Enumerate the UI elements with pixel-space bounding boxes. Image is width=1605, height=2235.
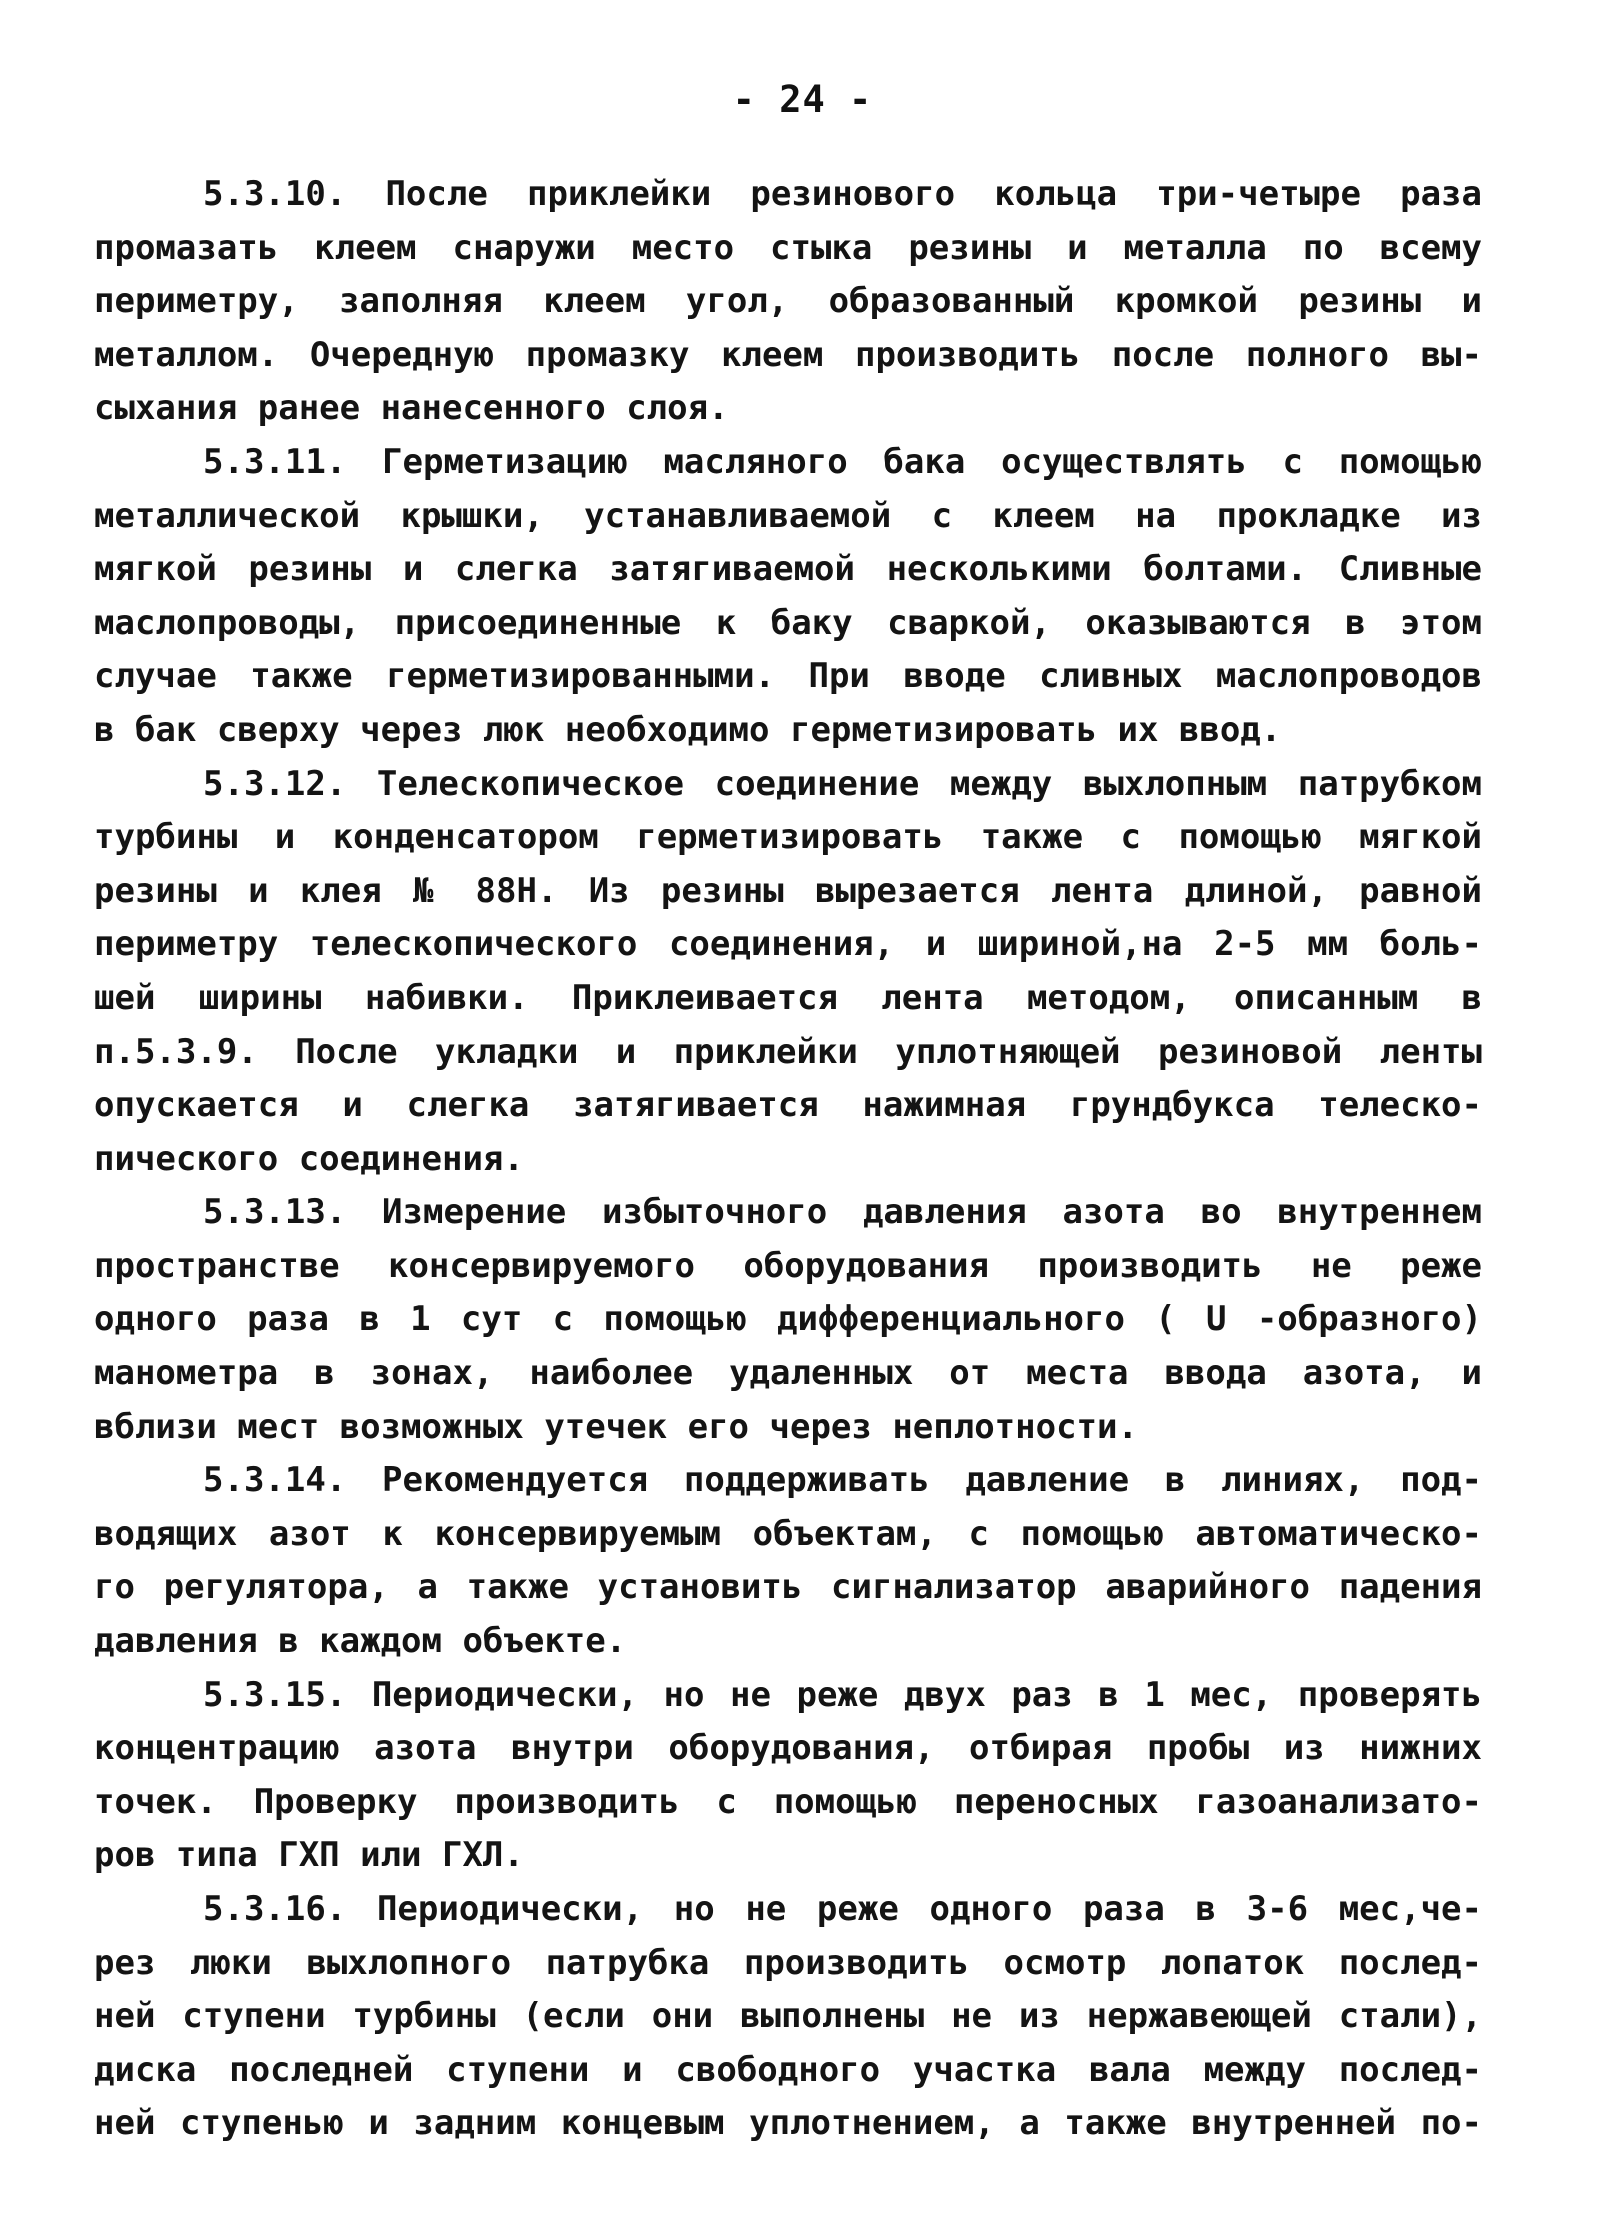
text-line: манометра в зонах, наиболее удаленных от места ввода азота, и [94, 1353, 1482, 1394]
text-line: концентрацию азота внутри оборудования, отбирая пробы из нижних [94, 1728, 1482, 1769]
text-line: мягкой резины и слегка затягиваемой несколькими болтами. Сливные [94, 549, 1482, 590]
text-line: одного раза в 1 сут с помощью дифференциального ( U -образного) [94, 1299, 1482, 1340]
text-line: рез люки выхлопного патрубка производить осмотр лопаток послед- [94, 1942, 1482, 1983]
text-line: точек. Проверку производить с помощью переносных газоанализато- [94, 1781, 1482, 1822]
text-line: 5.3.12. Телескопическое соединение между выхлопным патрубком [203, 763, 1482, 804]
text-line: металлом. Очередную промазку клеем производить после полного вы- [94, 334, 1482, 375]
text-line: вблизи мест возможных утечек его через неплотности. [94, 1406, 1138, 1447]
text-line: давления в каждом объекте. [94, 1621, 627, 1662]
text-line: 5.3.13. Измерение избыточного давления азота во внутреннем [203, 1192, 1482, 1233]
text-line: опускается и слегка затягивается нажимная грундбукса телеско- [94, 1085, 1482, 1126]
text-line: шей ширины набивки. Приклеивается лента методом, описанным в [94, 977, 1482, 1018]
text-line: ней ступени турбины (если они выполнены не из нержавеющей стали), [94, 1996, 1482, 2037]
text-line: 5.3.14. Рекомендуется поддерживать давление в линиях, под- [203, 1460, 1482, 1501]
text-line: в бак сверху через люк необходимо герметизировать их ввод. [94, 709, 1282, 750]
text-line: го регулятора, а также установить сигнализатор аварийного падения [94, 1567, 1482, 1608]
text-line: 5.3.10. После приклейки резинового кольца три-четыре раза [203, 174, 1482, 214]
document-body [94, 168, 1482, 2151]
text-line: 5.3.16. Периодически, но не реже одного раза в 3-6 мес,че- [203, 1889, 1482, 1929]
text-line: ней ступенью и задним концевым уплотнением, а также внутренней по- [94, 2103, 1482, 2144]
text-line: случае также герметизированными. При вводе сливных маслопроводов [94, 656, 1482, 697]
text-line: диска последней ступени и свободного участка вала между послед- [94, 2049, 1482, 2090]
text-line: маслопроводы, присоединенные к баку сваркой, оказываются в этом [94, 602, 1482, 643]
page-number: - 24 - [732, 78, 873, 121]
text-line: ров типа ГХП или ГХЛ. [94, 1835, 524, 1876]
text-line: пического соединения. [94, 1138, 524, 1179]
text-line: 5.3.11. Герметизацию масляного бака осуществлять с помощью [203, 441, 1482, 482]
text-line: пространстве консервируемого оборудования производить не реже [94, 1245, 1482, 1286]
text-line: 5.3.15. Периодически, но не реже двух раз в 1 мес, проверять [203, 1674, 1482, 1715]
text-line: резины и клея № 88Н. Из резины вырезается лента длиной, равной [94, 870, 1482, 911]
text-line: водящих азот к консервируемым объектам, с помощью автоматическо- [94, 1513, 1482, 1554]
text-line: металлической крышки, устанавливаемой с клеем на прокладке из [94, 495, 1482, 536]
text-line: промазать клеем снаружи место стыка резины и металла по всему [94, 227, 1482, 268]
text-line: сыхания ранее нанесенного слоя. [94, 388, 729, 429]
text-line: периметру, заполняя клеем угол, образованный кромкой резины и [94, 281, 1482, 322]
text-line: турбины и конденсатором герметизировать также с помощью мягкой [94, 817, 1482, 858]
text-line: периметру телескопического соединения, и шириной,на 2-5 мм боль- [94, 924, 1482, 965]
text-line: п.5.3.9. После укладки и приклейки уплотняющей резиновой ленты [94, 1031, 1482, 1072]
